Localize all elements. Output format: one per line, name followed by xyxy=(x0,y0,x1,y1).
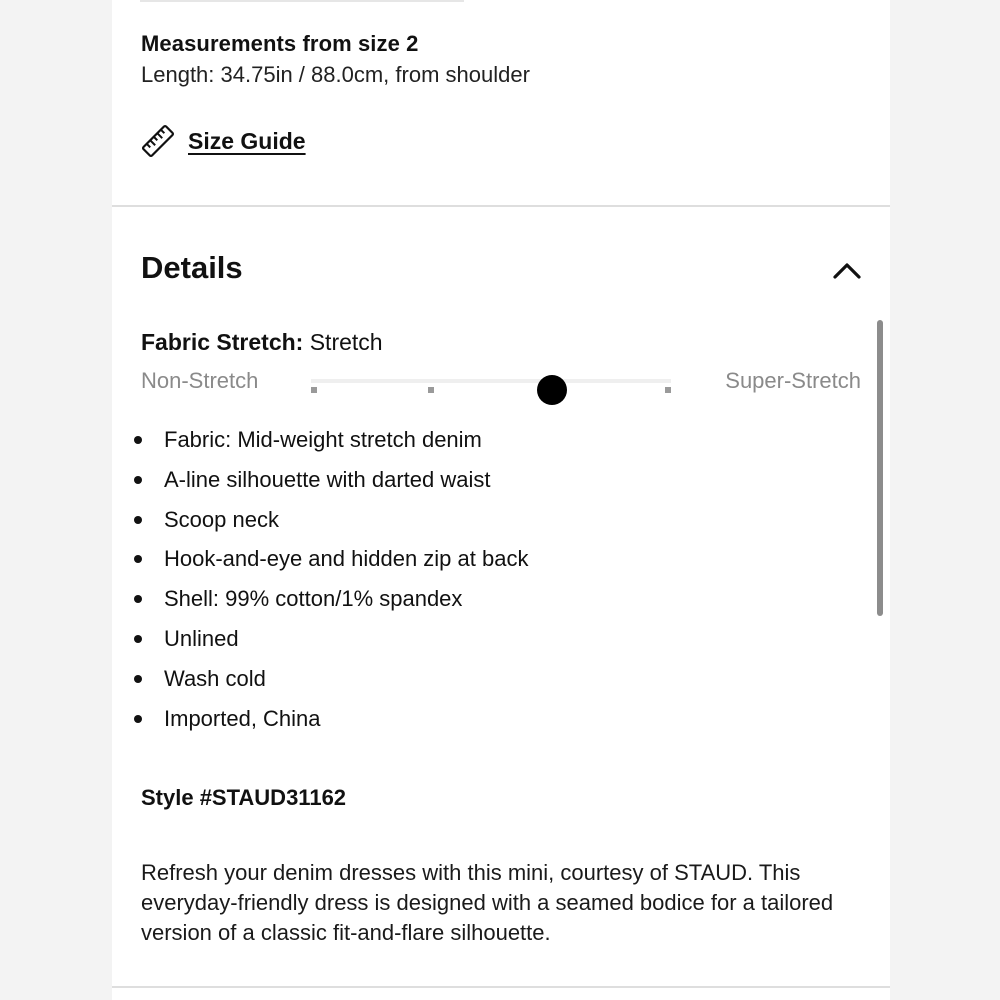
scale-max-label: Super-Stretch xyxy=(725,368,861,393)
bullet-icon xyxy=(134,715,142,723)
product-description: Refresh your denim dresses with this mini, courtesy of STAUD. This everyday-friendly dress is designed with a seamed bodice for a tailored version of a classic fit-and-flare silhouette. xyxy=(141,860,834,945)
detail-bullet-item xyxy=(164,624,528,664)
product-info-panel xyxy=(112,0,890,1000)
measurements-title: Measurements from size 2 xyxy=(141,31,419,56)
detail-bullet-item xyxy=(164,425,528,465)
detail-bullet-text: Imported, China xyxy=(164,705,321,731)
stretch-level-indicator xyxy=(537,375,567,405)
stretch-track xyxy=(311,379,671,383)
detail-bullet-item xyxy=(164,664,528,704)
chevron-up-icon[interactable] xyxy=(832,260,862,285)
details-title: Details xyxy=(141,250,243,285)
fabric-stretch-line xyxy=(141,329,383,356)
fabric-stretch-value: Stretch xyxy=(309,329,383,355)
stretch-tick xyxy=(665,387,671,393)
ruler-icon xyxy=(140,123,176,159)
section-divider xyxy=(112,986,890,988)
bullet-icon xyxy=(134,476,142,484)
details-accordion-header[interactable] xyxy=(112,240,890,300)
top-divider xyxy=(140,0,464,2)
detail-bullet-text: Wash cold xyxy=(164,665,266,691)
bullet-icon xyxy=(134,635,142,643)
stretch-tick xyxy=(311,387,317,393)
bullet-icon xyxy=(134,436,142,444)
bullet-icon xyxy=(134,516,142,524)
detail-bullet-item xyxy=(164,544,528,584)
detail-bullet-text: Shell: 99% cotton/1% spandex xyxy=(164,586,463,612)
scale-min-label: Non-Stretch xyxy=(141,368,259,393)
style-number: Style #STAUD31162 xyxy=(141,785,347,810)
detail-bullet-item xyxy=(164,584,528,624)
bullet-icon xyxy=(134,675,142,683)
detail-bullet-item xyxy=(164,704,528,744)
detail-bullet-text: Fabric: Mid-weight stretch denim xyxy=(164,427,482,452)
bullet-icon xyxy=(134,595,142,603)
details-bullet-list xyxy=(164,425,528,743)
measurements-length: Length: 34.75in / 88.0cm, from shoulder xyxy=(141,62,530,87)
size-guide-label[interactable]: Size Guide xyxy=(188,127,306,154)
fabric-stretch-label: Fabric Stretch: xyxy=(141,329,304,355)
detail-bullet-text: Scoop neck xyxy=(164,506,279,532)
stretch-tick xyxy=(428,387,434,393)
size-guide-link[interactable] xyxy=(140,123,306,159)
section-divider xyxy=(112,205,890,207)
detail-bullet-text: Hook-and-eye and hidden zip at back xyxy=(164,546,529,572)
detail-bullet-item xyxy=(164,505,528,545)
detail-bullet-text: Unlined xyxy=(164,625,239,651)
detail-bullet-item xyxy=(164,465,528,505)
fabric-stretch-scale xyxy=(141,368,861,398)
bullet-icon xyxy=(134,555,142,563)
detail-bullet-text: A-line silhouette with darted waist xyxy=(164,466,491,492)
scrollbar[interactable] xyxy=(877,320,883,616)
